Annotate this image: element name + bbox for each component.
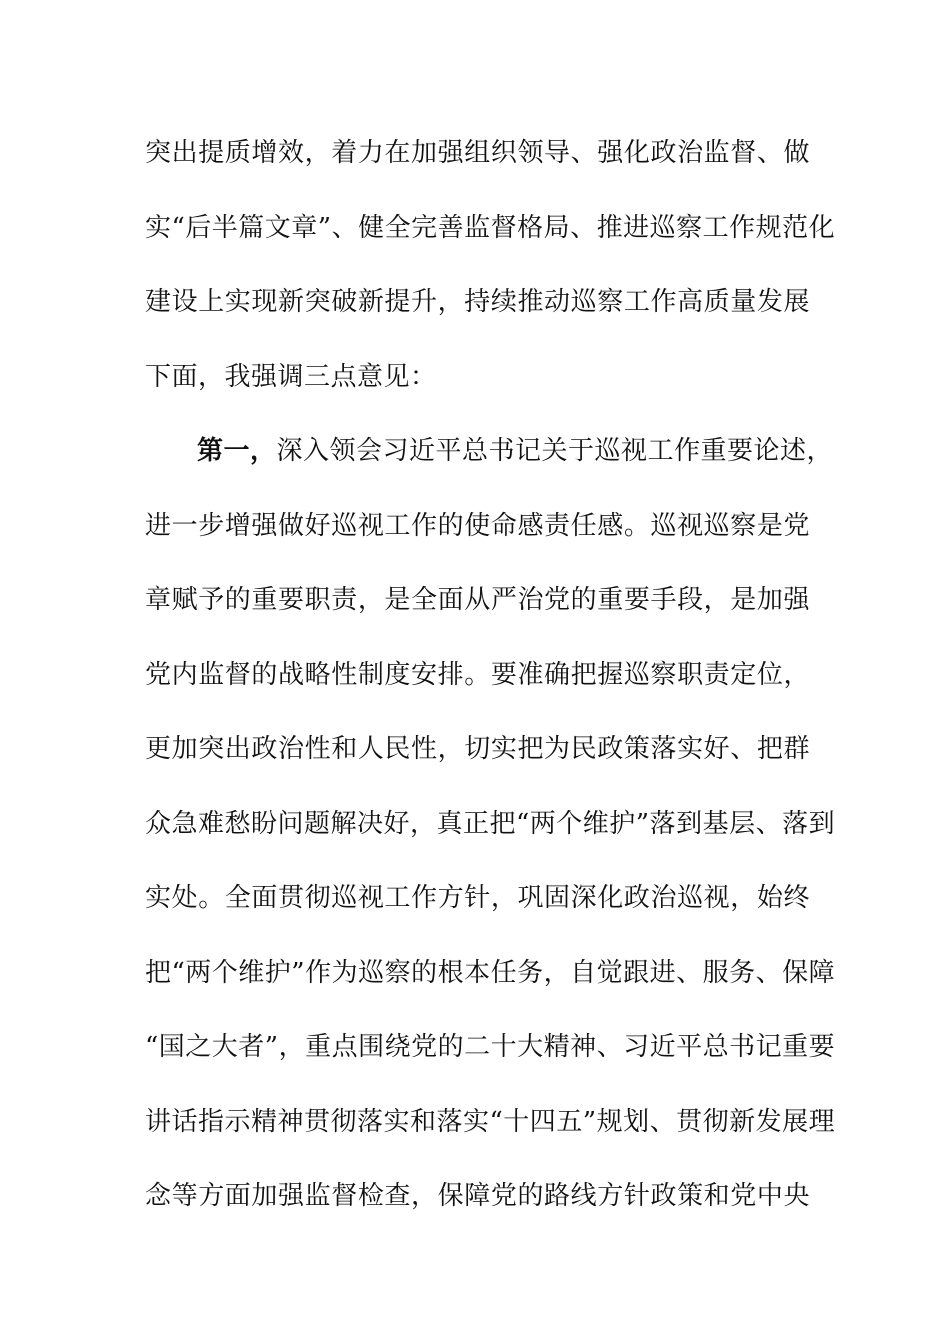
- text-line-9: 更加突出政治性和人民性，切实把为民政策落实好、把群: [145, 734, 810, 764]
- text-line-7: 章赋予的重要职责，是全面从严治党的重要手段，是加强: [145, 585, 810, 615]
- section-heading-line: [145, 426, 834, 501]
- text-line-10: 众急难愁盼问题解决好，真正把“两个维护”落到基层、落到: [145, 808, 836, 839]
- text-line-4: 下面，我强调三点意见：: [145, 361, 437, 392]
- text-line-13: “国之大者”，重点围绕党的二十大精神、习近平总书记重要: [145, 1032, 836, 1062]
- section-number: 第一，: [197, 436, 277, 466]
- text-line-8: 党内监督的战略性制度安排。要准确把握巡察职责定位，: [145, 659, 810, 690]
- document-body: [145, 128, 836, 1246]
- text-line-14: 讲话指示精神贯彻落实和落实“十四五”规划、贯彻新发展理: [145, 1106, 836, 1137]
- text-line-2: 实“后半篇文章”、健全完善监督格局、推进巡察工作规范化: [145, 212, 836, 243]
- text-line-3: 建设上实现新突破新提升，持续推动巡察工作高质量发展: [145, 287, 810, 317]
- text-line-6: 进一步增强做好巡视工作的使命感责任感。巡视巡察是党: [145, 510, 810, 541]
- section-heading-text: 深入领会习近平总书记关于巡视工作重要论述，: [276, 436, 834, 466]
- text-line-11: 实处。全面贯彻巡视工作方针，巩固深化政治巡视，始终: [145, 883, 810, 913]
- text-line-12: 把“两个维护”作为巡察的根本任务，自觉跟进、服务、保障: [145, 957, 836, 988]
- text-line-15: 念等方面加强监督检查，保障党的路线方针政策和党中央: [145, 1181, 810, 1211]
- text-line-1: 突出提质增效，着力在加强组织领导、强化政治监督、做: [145, 138, 810, 168]
